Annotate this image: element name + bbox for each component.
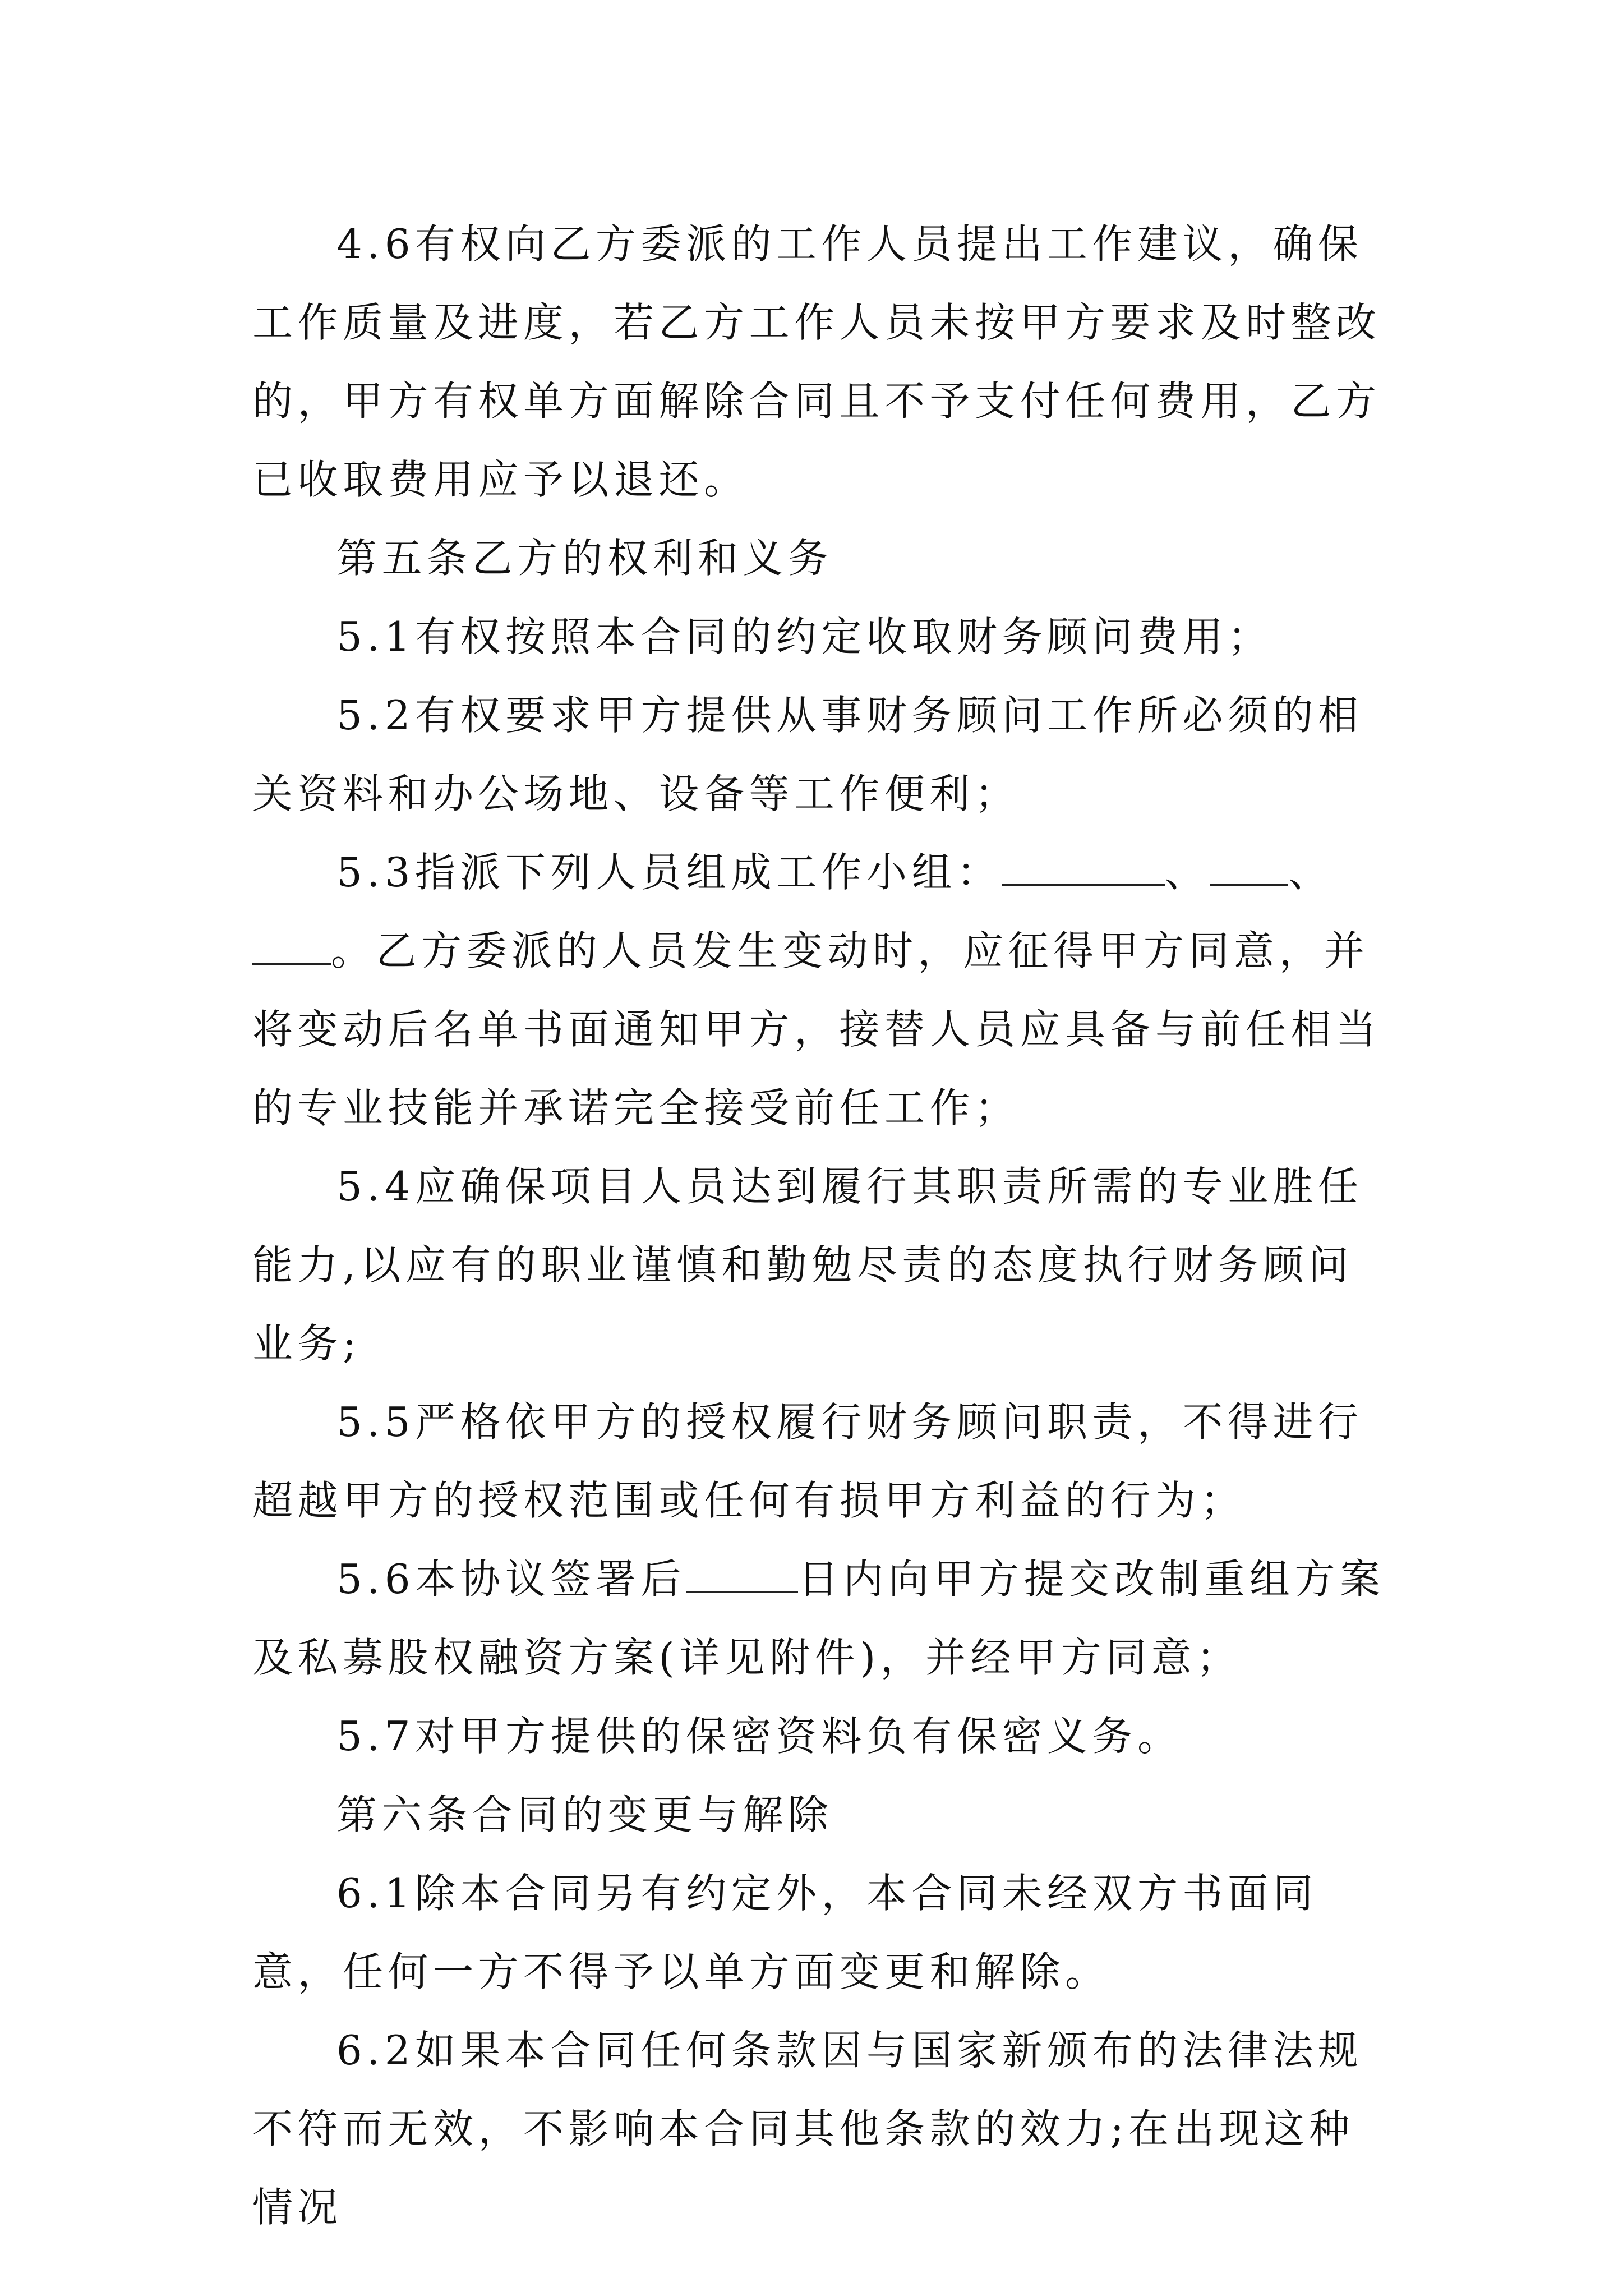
clause-5-7: 5.7对甲方提供的保密资料负有保密义务。 [336,1713,1183,1760]
clause-5-3 [252,833,1391,1147]
clause-4-6: 4.6有权向乙方委派的工作人员提出工作建议，确保工作质量及进度，若乙方工作人员未按甲方要求及时整改的，甲方有权单方面解除合同且不予支付任何费用，乙方已收取费用应予以退还。 [252,220,1381,503]
separator-1: 、 [1164,849,1210,896]
clause-5-3-prefix: 5.3指派下列人员组成工作小组： [336,849,1002,896]
clause-5-6-prefix: 5.6本协议签署后 [336,1556,686,1603]
clause-5-5: 5.5严格依甲方的授权履行财务顾问职责，不得进行超越甲方的授权范围或任何有损甲方利益的行为； [252,1398,1363,1524]
separator-2: 、 [1288,849,1334,896]
clause-5-2: 5.2有权要求甲方提供从事财务顾问工作所必须的相关资料和办公场地、设备等工作便利； [252,692,1363,817]
clause-6-2: 6.2如果本合同任何条款因与国家新颁布的法律法规不符而无效，不影响本合同其他条款的效力;在出现这种情况 [252,2027,1363,2231]
clause-5-1: 5.1有权按照本合同的约定收取财务顾问费用； [336,613,1273,660]
member-blank-2 [1210,850,1288,886]
document-page [252,205,1391,2247]
days-blank [686,1557,798,1593]
article-6-heading: 第六条合同的变更与解除 [336,1791,833,1838]
clause-5-6-rest: 日内向甲方提交改制重组方案及私募股权融资方案(详见附件)，并经甲方同意； [252,1556,1385,1681]
clause-5-4: 5.4应确保项目人员达到履行其职责所需的专业胜任能力,以应有的职业谨慎和勤勉尽责的态度执行财务顾问业务; [252,1163,1363,1367]
member-blank-3 [252,929,331,965]
clause-5-3-rest: 乙方委派的人员发生变动时，应征得甲方同意，并将变动后名单书面通知甲方，接替人员应具备与前任相当的专业技能并承诺完全接受前任工作； [252,927,1381,1131]
member-blank-1 [1002,850,1165,886]
article-5-heading: 第五条乙方的权利和义务 [336,535,833,582]
clause-6-1: 6.1除本合同另有约定外，本合同未经双方书面同意，任何一方不得予以单方面变更和解除。 [252,1870,1318,1995]
clause-5-3-end: 。 [331,927,376,974]
clause-5-6 [252,1540,1391,1697]
